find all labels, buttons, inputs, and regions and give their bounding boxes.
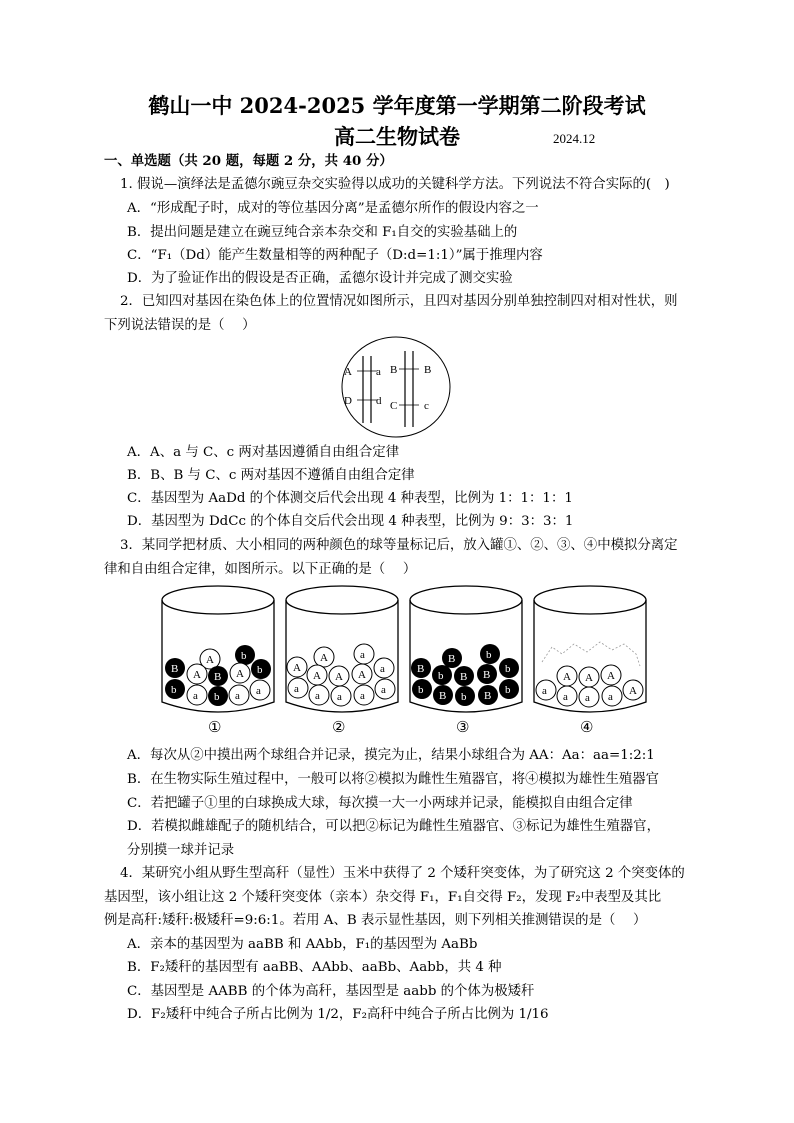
svg-text:A: A — [585, 672, 593, 684]
svg-text:A: A — [193, 669, 201, 681]
q3-option-d: D．若模拟雌雄配子的随机结合，可以把②标记为雌性生殖器官、③标记为雄性生殖器官， — [127, 819, 660, 834]
svg-text:b: b — [257, 664, 263, 676]
svg-text:a: a — [193, 690, 198, 702]
svg-text:a: a — [542, 685, 547, 697]
svg-text:b: b — [486, 649, 492, 661]
chromosome-figure — [340, 335, 452, 439]
q4-option-b: B．F₂矮秆的基因型有 aaBB、AAbb、aaBb、Aabb，共 4 种 — [127, 960, 502, 975]
jar-3-label: ③ — [456, 720, 470, 736]
q4-stem-cont2: 例是高秆:矮秆:极矮秆=9:6:1。若用 A、B 表示显性基因，则下列相关推测错误的是（ ） — [104, 913, 647, 928]
svg-text:a: a — [235, 690, 240, 702]
q2-option-d: D．基因型为 DdCc 的个体自交后代会出现 4 种表型，比例为 9：3：3：1 — [127, 514, 574, 529]
gene-label-B-left: B — [390, 364, 398, 376]
gene-label-C: C — [390, 400, 398, 412]
q1-option-b: B．提出问题是建立在豌豆纯合亲本杂交和 F₁自交的实验基础上的 — [127, 225, 518, 240]
q3-option-b: B．在生物实际生殖过程中，一般可以将②模拟为雌性生殖器官，将④模拟为雄性生殖器官 — [127, 772, 660, 787]
svg-text:A: A — [293, 662, 301, 674]
svg-text:a: a — [360, 690, 365, 702]
q2-option-a: A．A、a 与 C、c 两对基因遵循自由组合定律 — [127, 445, 400, 460]
q4-option-d: D．F₂矮秆中纯合子所占比例为 1/2，F₂高秆中纯合子所占比例为 1/16 — [127, 1007, 549, 1022]
svg-text:a: a — [256, 685, 261, 697]
svg-text:b: b — [438, 670, 444, 682]
gene-label-D: D — [344, 395, 352, 407]
q1-stem: 1. 假说—演绎法是孟德尔豌豆杂交实验得以成功的关键科学方法。下列说法不符合实际的( ) — [120, 177, 670, 192]
svg-text:b: b — [418, 684, 424, 696]
jar-1-label: ① — [208, 720, 222, 736]
jars-figure — [160, 582, 650, 738]
svg-text:B: B — [171, 663, 179, 675]
q4-stem: 4．某研究小组从野生型高秆（显性）玉米中获得了 2 个矮秆突变体，为了研究这 2 个突变体的 — [120, 866, 685, 881]
q4-option-a: A．亲本的基因型为 aaBB 和 AAbb，F₁的基因型为 AaBb — [127, 937, 478, 952]
svg-text:A: A — [335, 671, 343, 683]
svg-text:B: B — [214, 671, 222, 683]
svg-text:a: a — [563, 691, 568, 703]
q1-option-a: A．“形成配子时，成对的等位基因分离”是孟德尔所作的假设内容之一 — [127, 201, 539, 216]
svg-text:a: a — [585, 692, 590, 704]
q3-stem-cont: 律和自由组合定律，如图所示。以下正确的是（ ） — [104, 562, 417, 577]
svg-text:b: b — [505, 684, 511, 696]
svg-text:A: A — [563, 671, 571, 683]
exam-date: 2024.12 — [553, 131, 596, 146]
jar-4 — [534, 586, 646, 736]
q2-stem: 2．已知四对基因在染色体上的位置情况如图所示，且四对基因分别单独控制四对相对性状，则 — [120, 294, 678, 309]
jar-2 — [286, 586, 398, 736]
q4-stem-cont1: 基因型，该小组让这 2 个矮秆突变体（亲本）杂交得 F₁，F₁自交得 F₂，发现 F₂中表型及其比 — [104, 890, 662, 905]
svg-text:b: b — [505, 663, 511, 675]
exam-subtitle: 高二生物试卷 — [334, 124, 460, 149]
svg-text:A: A — [236, 668, 244, 680]
svg-text:b: b — [241, 650, 247, 662]
svg-text:B: B — [483, 669, 491, 681]
svg-text:b: b — [171, 684, 177, 696]
svg-text:b: b — [214, 691, 220, 703]
svg-text:A: A — [206, 654, 214, 666]
q3-option-c: C．若把罐子①里的白球换成大球，每次摸一大一小两球并记录，能模拟自由组合定律 — [127, 796, 633, 811]
svg-text:A: A — [320, 652, 328, 664]
svg-text:A: A — [358, 669, 366, 681]
svg-text:B: B — [417, 663, 425, 675]
jar-4-label: ④ — [580, 720, 594, 736]
svg-text:a: a — [315, 690, 320, 702]
q2-option-b: B．B、B 与 C、c 两对基因不遵循自由组合定律 — [127, 468, 415, 483]
gene-label-B-right: B — [424, 364, 432, 376]
svg-text:B: B — [484, 690, 492, 702]
svg-text:A: A — [313, 670, 321, 682]
q1-option-c: C．“F₁（Dd）能产生数量相等的两种配子（D:d=1:1）”属于推理内容 — [127, 248, 543, 263]
q2-option-c: C．基因型为 AaDd 的个体测交后代会出现 4 种表型，比例为 1：1：1：1 — [127, 491, 573, 506]
q3-option-d-cont: 分别摸一球并记录 — [127, 843, 235, 858]
svg-text:a: a — [380, 663, 385, 675]
svg-text:a: a — [608, 691, 613, 703]
svg-text:a: a — [337, 691, 342, 703]
svg-text:A: A — [629, 685, 637, 697]
gene-label-a: a — [376, 366, 381, 378]
gene-label-d: d — [376, 395, 382, 407]
svg-text:b: b — [461, 691, 467, 703]
svg-text:a: a — [294, 683, 299, 695]
gene-label-c: c — [424, 400, 429, 412]
svg-text:B: B — [448, 653, 456, 665]
exam-title: 鹤山一中 2024-2025 学年度第一学期第二阶段考试 — [148, 93, 646, 118]
svg-text:B: B — [460, 671, 468, 683]
jar-2-label: ② — [332, 720, 346, 736]
svg-text:a: a — [360, 649, 365, 661]
jar-1 — [162, 586, 274, 736]
q3-stem: 3．某同学把材质、大小相同的两种颜色的球等量标记后，放入罐①、②、③、④中模拟分离定 — [120, 538, 678, 553]
svg-text:A: A — [607, 670, 615, 682]
svg-text:a: a — [381, 684, 386, 696]
q4-option-c: C．基因型是 AABB 的个体为高秆，基因型是 aabb 的个体为极矮秆 — [127, 984, 535, 999]
q3-option-a: A．每次从②中摸出两个球组合并记录，摸完为止，结果小球组合为 AA：Aa：aa=1:2:1 — [127, 748, 655, 763]
section-heading: 一、单选题（共 20 题，每题 2 分，共 40 分） — [104, 153, 393, 169]
q2-stem-cont: 下列说法错误的是（ ） — [104, 318, 256, 333]
gene-label-A: A — [344, 366, 352, 378]
jar-3 — [410, 586, 522, 736]
svg-text:B: B — [439, 690, 447, 702]
q1-option-d: D．为了验证作出的假设是否正确，孟德尔设计并完成了测交实验 — [127, 271, 513, 286]
